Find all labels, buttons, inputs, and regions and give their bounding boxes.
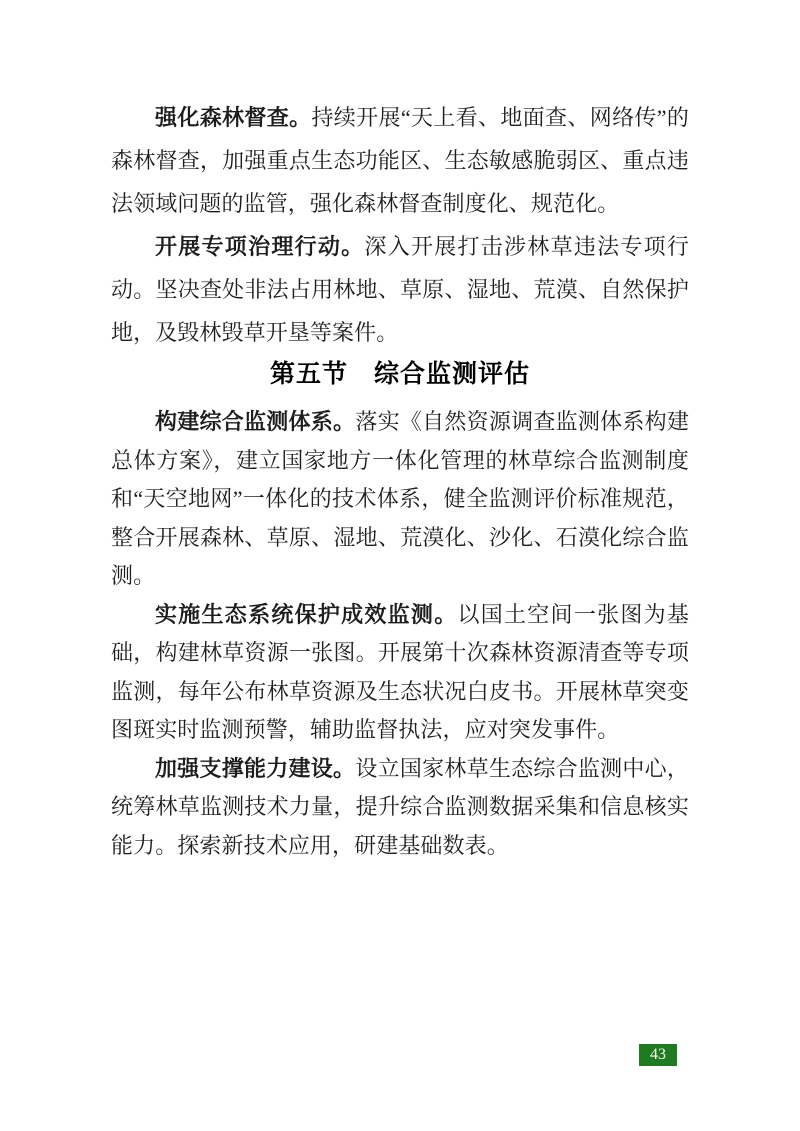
paragraph <box>111 596 689 750</box>
paragraph <box>111 225 689 354</box>
paragraph-text: 设立国家林草生态综合监测中心，统筹林草监测技术力量，提升综合监测数据采集和信息核实能力。探索新技术应用，研建基础数表。 <box>111 755 689 858</box>
paragraph-lead: 实施生态系统保护成效监测。 <box>155 601 458 627</box>
paragraph-lead: 强化森林督查。 <box>155 105 312 130</box>
paragraph-text: 落实《自然资源调查监测体系构建总体方案》，建立国家地方一体化管理的林草综合监测制度和“天空地网”一体化的技术体系，健全监测评价标准规范，整合开展森林、草原、湿地、荒漠化、沙化、石漠化综合监测。 <box>111 409 689 588</box>
paragraph-lead: 加强支撑能力建设。 <box>155 755 356 781</box>
page-content <box>111 96 689 865</box>
paragraph <box>111 403 689 596</box>
paragraph-lead: 开展专项治理行动。 <box>155 234 365 259</box>
page-number-badge: 43 <box>639 1044 677 1066</box>
paragraph <box>111 96 689 225</box>
section-heading: 第五节 综合监测评估 <box>269 360 530 388</box>
paragraph-text: 持续开展“天上看、地面查、网络传”的森林督查，加强重点生态功能区、生态敏感脆弱区、重点违法领域问题的监管，强化森林督查制度化、规范化。 <box>111 105 689 216</box>
paragraph-text: 深入开展打击涉林草违法专项行动。坚决查处非法占用林地、草原、湿地、荒漠、自然保护地，及毁林毁草开垦等案件。 <box>111 234 690 345</box>
paragraph-lead: 构建综合监测体系。 <box>155 409 356 434</box>
paragraph-text: 以国土空间一张图为基础，构建林草资源一张图。开展第十次森林资源清查等专项监测，每年公布林草资源及生态状况白皮书。开展林草突变图斑实时监测预警，辅助监督执法，应对突发事件。 <box>111 601 689 742</box>
paragraph <box>111 750 689 866</box>
